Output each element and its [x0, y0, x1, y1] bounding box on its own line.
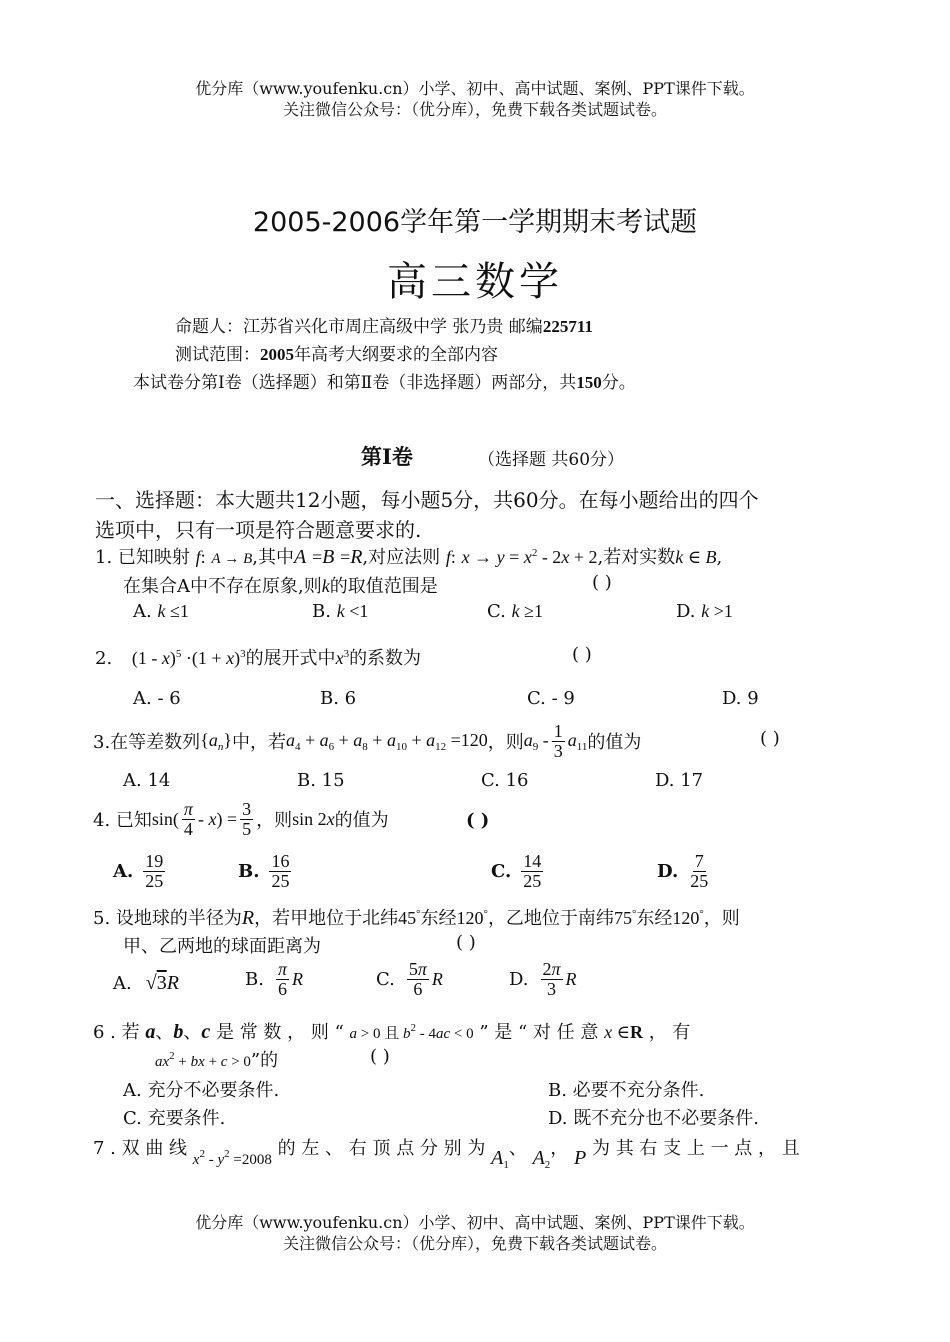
q7-text-d: ，: [550, 1138, 569, 1159]
q5-text-a: 5. 设地球的半径为: [93, 908, 242, 929]
q5-option-b: B. $\frac{\pi}{6}$ R: [245, 959, 303, 999]
q3-option-c: C. 16: [481, 770, 529, 791]
q6-option-a: A. 充分不必要条件.: [123, 1080, 280, 1101]
q1-opt-c-label: C.: [487, 601, 506, 622]
parts-score: 150: [576, 373, 602, 392]
q4-option-c: C. $\frac{14}{25}$: [491, 851, 542, 891]
q5-opt-b-label: B.: [245, 968, 264, 990]
q5-text-d: ，乙地位于南纬: [487, 908, 614, 929]
q5-text-f: ，则: [703, 908, 740, 929]
scope-suffix: 年高考大纲要求的全部内容: [294, 345, 498, 365]
question-3: 3.在等差数列 $\{a_n\}$ 中，若 $a_4 + a_6 + a_8 + a_{10} + a_{12} =120$ ，则 $a_9$ - $\frac{1}{3}$ $a_{11}$ 的值为: [93, 721, 642, 761]
q2-option-a: A. - 6: [133, 688, 181, 709]
q4-opt-b-label: B.: [238, 860, 260, 882]
q3-text-a: 3.在等差数列: [93, 732, 201, 754]
q3-text-c: ，则: [487, 732, 524, 754]
q5-text-c: 东经: [420, 908, 457, 929]
q5-option-a: A. √3R: [113, 972, 179, 994]
q2-option-b: B. 6: [320, 688, 357, 709]
q3-text-b: 中，若: [231, 732, 286, 754]
q2-text-b: 的系数为: [349, 648, 422, 669]
q6-text-c: ” 是 “ 对 任 意: [479, 1022, 599, 1043]
q5-text-b: ，若甲地位于北纬: [254, 908, 399, 929]
question-1-line2: 在集合A中不存在原象,则k的取值范围是: [123, 576, 438, 597]
q7-text-e: 为 其 右 支 上 一 点 ， 且: [591, 1138, 800, 1159]
watermark-top-line2: 关注微信公众号：（优分库），免费下载各类试题试卷。: [282, 100, 667, 119]
section1-line2: 选项中，只有一项是符合题意要求的.: [95, 518, 422, 542]
question-4: 4. 已知 sin( $\frac{\pi}{4}$ - x) = $\frac{3}{5}$ ，则 sin 2x 的值为: [93, 799, 389, 839]
question-7-line1: 7 . 双 曲 线 $_{x^2 - y^2 =2008}$ 的 左 、 右 顶 点 分 别 为 $A_1$、 $A_2$， P 为 其 右 支 上 一 点 ， 且: [93, 1138, 800, 1171]
q4-opt-d-label: D.: [657, 860, 679, 882]
q1-opt-b-label: B.: [312, 601, 331, 622]
q3-option-b: B. 15: [297, 770, 345, 791]
q1-line2: 在集合A中不存在原象,则: [123, 576, 322, 597]
q3-answer-paren: ( ): [760, 728, 780, 749]
q4-text-a: 4. 已知: [93, 810, 152, 832]
q6-text-a: 6 . 若: [93, 1022, 140, 1043]
watermark-top-line1: 优分库（www.youfenku.cn）小学、初中、高中试题、案例、PPT课件下载。: [195, 79, 755, 98]
author-text: 命题人：江苏省兴化市周庄高级中学 张乃贵 邮编: [175, 317, 543, 337]
parts-line: [133, 368, 636, 393]
page-title: 2005-2006学年第一学期期末考试题: [252, 207, 698, 238]
question-6-line2: $ax^2$ + bx + c > 0”的: [155, 1050, 279, 1071]
watermark-bottom-line1: 优分库（www.youfenku.cn）小学、初中、高中试题、案例、PPT课件下载。: [195, 1213, 755, 1232]
q6-answer-paren: ( ): [370, 1046, 390, 1067]
watermark-bottom-line2: 关注微信公众号：（优分库），免费下载各类试题试卷。: [282, 1234, 667, 1253]
scope-prefix: 测试范围：: [175, 345, 260, 365]
q4-opt-a-label: A.: [113, 860, 134, 882]
q4-text-b: ，则: [256, 810, 293, 832]
q1-option-b: B. k <1: [312, 601, 369, 622]
q5-opt-a-label: A.: [113, 973, 132, 994]
section1-line1: 一、选择题：本大题共12小题，每小题5分，共60分。在每小题给出的四个: [95, 488, 759, 512]
parts-prefix: 本试卷分第Ⅰ卷（选择题）和第Ⅱ卷（非选择题）两部分，共: [133, 373, 577, 393]
q3-option-a: A. 14: [123, 770, 171, 791]
q1-opt-d-label: D.: [676, 601, 696, 622]
q1-text-a: 1. 已知映射: [95, 547, 190, 568]
q3-option-d: D. 17: [655, 770, 704, 791]
scope-year: 2005: [260, 345, 294, 364]
q4-answer-paren: ( ): [466, 810, 490, 831]
scope-line: [175, 340, 498, 365]
q5-line2: 甲、乙两地的球面距离为: [123, 936, 321, 957]
q6-option-c: C. 充要条件.: [123, 1108, 226, 1129]
q6-option-b: B. 必要不充分条件.: [548, 1080, 705, 1101]
part1-note: （选择题 共60分）: [478, 450, 625, 470]
q1-option-a: A. k ≤1: [133, 601, 189, 622]
q7-text-c: 、: [508, 1138, 527, 1159]
q1-option-d: D. k >1: [676, 601, 733, 622]
question-6-line1: 6 . 若 a、b、c 是 常 数 ， 则 “ a > 0 且 $b^2 - 4ac < 0$ ” 是 “ 对 任 意 x ∈R ， 有: [93, 1021, 691, 1043]
q4-option-b: B. $\frac{16}{25}$: [238, 851, 290, 891]
q4-opt-c-label: C.: [491, 860, 512, 882]
q6-option-d: D. 既不充分也不必要条件.: [548, 1108, 759, 1129]
q2-text: 的展开式中: [245, 648, 336, 669]
q3-text-d: 的值为: [587, 732, 642, 754]
question-2: 2. $(1 - x)^5 \cdot(1 + x)^3$的展开式中$x^3$的系数为: [95, 648, 422, 669]
author-line: [175, 312, 593, 337]
q4-option-d: D. $\frac{7}{25}$: [657, 851, 709, 891]
question-1-line1: 1. 已知映射 f: A → B,其中A =B =R,对应法则 f: $x \to y = x^2 - 2x + 2$,若对实数k ∈ B,: [95, 546, 723, 568]
q6-text-d: ， 有: [648, 1022, 691, 1043]
parts-suffix: 分。: [601, 373, 636, 393]
q1-option-c: C. k ≥1: [487, 601, 543, 622]
q2-option-c: C. - 9: [527, 688, 575, 709]
q2-num: 2.: [95, 648, 113, 669]
q5-opt-d-label: D.: [509, 968, 529, 990]
q7-text-b: 的 左 、 右 顶 点 分 别 为: [277, 1138, 486, 1159]
part1-heading: 第Ⅰ卷: [361, 444, 413, 469]
q1-line2-b: 的取值范围是: [329, 576, 438, 597]
q6-text-b: 是 常 数 ， 则 “: [215, 1022, 344, 1043]
page-subtitle: 高三数学: [387, 259, 563, 305]
q1-text-c: ,对应法则: [362, 547, 441, 568]
q5-opt-c-label: C.: [376, 968, 395, 990]
q6-line2-b: ”的: [250, 1050, 279, 1071]
q5-answer-paren: ( ): [456, 932, 476, 953]
q5-option-d: D. $\frac{2\pi}{3}$ R: [509, 959, 577, 999]
q4-text-c: 的值为: [334, 810, 389, 832]
q1-answer-paren: ( ): [592, 572, 612, 593]
q1-opt-a-label: A.: [133, 601, 152, 622]
q4-option-a: A. $\frac{19}{25}$: [113, 851, 164, 891]
q7-text-a: 7 . 双 曲 线: [93, 1138, 188, 1159]
q2-answer-paren: ( ): [572, 644, 592, 665]
question-5-line1: 5. 设地球的半径为R，若甲地位于北纬45°东经120°，乙地位于南纬75°东经120°，则: [93, 907, 740, 929]
q5-text-e: 东经: [636, 908, 673, 929]
q2-option-d: D. 9: [722, 688, 759, 709]
q1-text-b: ,其中: [252, 547, 294, 568]
postcode: 225711: [542, 317, 593, 336]
q5-option-c: C. $\frac{5\pi}{6}$ R: [376, 959, 443, 999]
q1-text-d: ,若对实数: [597, 547, 676, 568]
